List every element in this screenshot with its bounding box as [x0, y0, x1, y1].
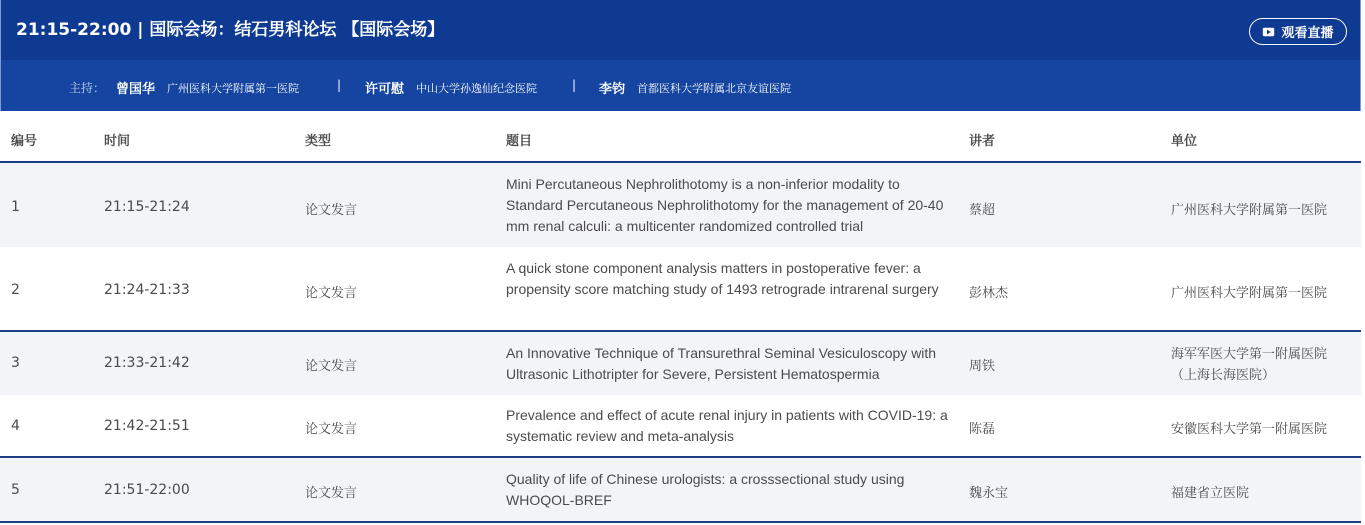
host-name: 李钧 — [599, 82, 626, 97]
play-icon — [1262, 27, 1275, 37]
row-title: A quick stone component analysis matters in postoperative fever: a propensity score matching study of 1493 retrograde intrarenal surgery — [506, 260, 939, 297]
hosts-bar — [0, 60, 1361, 111]
row-organization: 福建省立医院 — [1171, 486, 1250, 501]
column-header-number: 编号 — [11, 134, 38, 149]
host-name: 许可慰 — [365, 82, 405, 97]
row-number: 1 — [11, 199, 20, 215]
row-time: 21:33-21:42 — [104, 355, 190, 371]
row-type: 论文发言 — [305, 203, 358, 218]
row-speaker: 周铁 — [969, 359, 996, 374]
row-type: 论文发言 — [305, 422, 358, 437]
row-organization: 安徽医科大学第一附属医院 — [1171, 422, 1328, 437]
row-time: 21:42-21:51 — [104, 418, 190, 434]
table-header-row — [0, 111, 1361, 163]
row-organization: 海军军医大学第一附属医院（上海长海医院） — [1171, 347, 1328, 383]
row-number: 4 — [11, 418, 20, 434]
table-row — [0, 163, 1361, 247]
host-name: 曾国华 — [116, 82, 156, 97]
row-number: 3 — [11, 355, 20, 371]
column-header-speaker: 讲者 — [969, 134, 996, 149]
row-type: 论文发言 — [305, 359, 358, 374]
row-number: 5 — [11, 482, 20, 498]
column-header-organization: 单位 — [1171, 134, 1198, 149]
host-separator: | — [337, 78, 342, 92]
row-time: 21:24-21:33 — [104, 282, 190, 298]
column-header-title: 题目 — [506, 134, 533, 149]
watch-live-button[interactable] — [1249, 18, 1347, 45]
row-speaker: 陈磊 — [969, 422, 996, 437]
row-time: 21:51-22:00 — [104, 482, 190, 498]
hosts-label: 主持： — [69, 81, 106, 95]
row-type: 论文发言 — [305, 286, 358, 301]
row-title: Prevalence and effect of acute renal injury in patients with COVID-19: a systematic review and meta-analysis — [506, 407, 948, 444]
row-organization: 广州医科大学附属第一医院 — [1171, 286, 1328, 301]
host-org: 中山大学孙逸仙纪念医院 — [416, 82, 537, 95]
table-row — [0, 395, 1361, 458]
row-title: Quality of life of Chinese urologists: a crosssectional study using WHOQOL-BREF — [506, 471, 905, 508]
row-title: Mini Percutaneous Nephrolithotomy is a non-inferior modality to Standard Percutaneous Nephrolithotomy for the management of 20-40 mm renal calculi: a multicenter randomized controlled trial — [506, 176, 944, 234]
table-row — [0, 332, 1361, 395]
row-time: 21:15-21:24 — [104, 199, 190, 215]
row-speaker: 彭林杰 — [969, 286, 1009, 301]
row-speaker: 蔡超 — [969, 203, 996, 218]
host-org: 首都医科大学附属北京友谊医院 — [637, 82, 791, 95]
row-title: An Innovative Technique of Transurethral Seminal Vesiculoscopy with Ultrasonic Lithotripter for Severe, Persistent Hematospermia — [506, 345, 937, 382]
session-header — [0, 0, 1361, 60]
host-org: 广州医科大学附属第一医院 — [167, 82, 299, 95]
table-row — [0, 247, 1361, 332]
row-organization: 广州医科大学附属第一医院 — [1171, 203, 1328, 218]
column-header-type: 类型 — [305, 134, 332, 149]
row-type: 论文发言 — [305, 486, 358, 501]
table-row — [0, 458, 1361, 523]
watch-live-label: 观看直播 — [1281, 26, 1334, 41]
row-speaker: 魏永宝 — [969, 486, 1009, 501]
column-header-time: 时间 — [104, 134, 131, 149]
host-separator: | — [572, 78, 577, 92]
session-title: 21:15-22:00 | 国际会场：结石男科论坛 【国际会场】 — [16, 20, 445, 40]
row-number: 2 — [11, 282, 20, 298]
